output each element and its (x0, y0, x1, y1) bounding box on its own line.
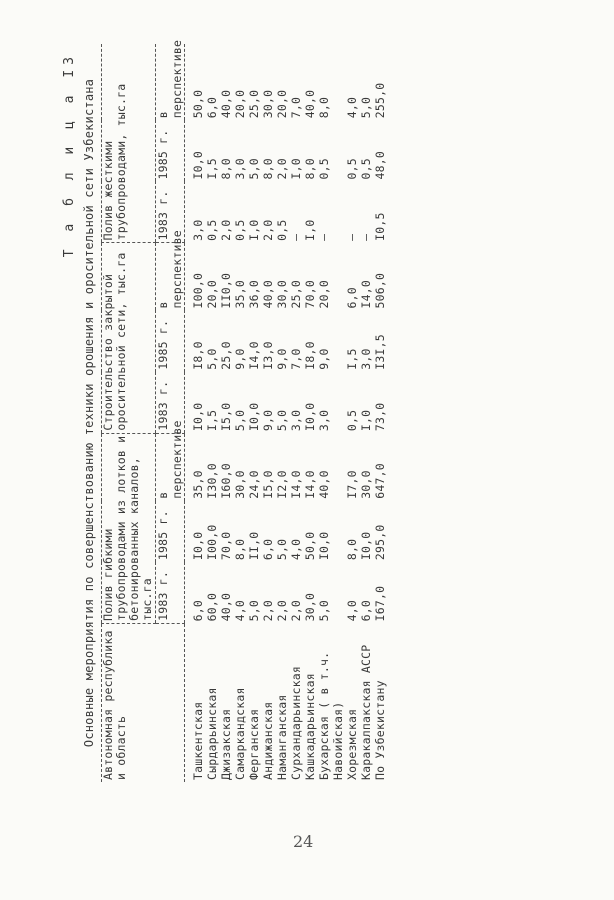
value-cell: 70,0 (218, 531, 233, 561)
value-cell: 2,0 (288, 600, 303, 622)
value-cell: I00,0 (190, 272, 205, 309)
table-title: Основные мероприятия по совершенствованию техники орошения и оросительной сети Узбекистана (82, 78, 96, 748)
value-cell: 5,0 (358, 96, 373, 119)
value-cell: 6,0 (190, 600, 205, 622)
value-cell: 8,0 (316, 96, 331, 119)
subheader-perspective: в перспективе (155, 420, 184, 499)
value-cell: 6,0 (344, 287, 359, 309)
value-cell: 60,0 (204, 592, 219, 622)
value-cell: I0,0 (358, 531, 373, 561)
value-cell: – (316, 233, 331, 241)
value-cell: II0,0 (218, 272, 233, 309)
value-cell: 30,0 (232, 470, 247, 499)
value-cell: 0,5 (358, 158, 373, 180)
value-cell: I,0 (302, 219, 317, 241)
value-cell: 20,0 (274, 89, 289, 119)
value-cell: 2,0 (274, 158, 289, 180)
value-cell: I5,0 (218, 402, 233, 432)
header-group1: Полив гибкими трубопроводами из лотков и бетонированных каналов, тыс.га (101, 433, 155, 623)
value-cell: 40,0 (260, 279, 275, 309)
region-name: Кашкадарьинская (302, 673, 317, 780)
value-cell: 0,5 (316, 158, 331, 180)
value-cell: 9,0 (316, 348, 331, 370)
value-cell: I4,0 (302, 470, 317, 499)
value-cell: 20,0 (204, 279, 219, 309)
table-row (233, 44, 247, 782)
value-cell: I,0 (358, 409, 373, 432)
value-cell: 506,0 (372, 272, 387, 309)
region-name: Ферганская (246, 708, 261, 780)
value-cell: 50,0 (302, 531, 317, 561)
table-label: Т а б л и ц а I3 (62, 52, 77, 258)
value-cell: I00,0 (204, 524, 219, 561)
table-row (345, 44, 359, 782)
value-cell: I,0 (246, 219, 261, 241)
value-cell: 6,0 (204, 96, 219, 119)
value-cell: 3,0 (316, 409, 331, 432)
value-cell: 6,0 (260, 538, 275, 561)
total-row (373, 44, 387, 782)
value-cell: 4,0 (232, 600, 247, 622)
value-cell: 48,0 (372, 151, 387, 180)
value-cell: 8,0 (218, 158, 233, 180)
value-cell: 4,0 (288, 538, 303, 561)
value-cell: 3,0 (190, 219, 205, 241)
value-cell: – (344, 233, 359, 241)
value-cell: I0,5 (372, 212, 387, 241)
value-cell: I30,0 (204, 463, 219, 499)
subheader-1983: 1983 г. (155, 182, 184, 243)
subheader-1983: 1983 г. (155, 562, 184, 623)
subheader-perspective: в перспективе (155, 230, 184, 309)
value-cell: 9,0 (274, 348, 289, 370)
value-cell: I0,0 (190, 151, 205, 180)
table-row (359, 44, 373, 782)
value-cell: 30,0 (302, 592, 317, 622)
subheader-1985: 1985 г. (155, 510, 170, 561)
region-name: Бухарская ( в т.ч. Навоийская) (316, 651, 345, 780)
table-row (247, 44, 261, 782)
value-cell: 5,0 (204, 348, 219, 370)
value-cell: 5,0 (246, 600, 261, 622)
value-cell: I,5 (204, 158, 219, 180)
value-cell: I,5 (204, 409, 219, 432)
region-name: Наманганская (274, 694, 289, 780)
table-row (261, 44, 275, 782)
value-cell: 7,0 (288, 348, 303, 370)
value-cell: 5,0 (274, 538, 289, 561)
value-cell: 20,0 (316, 279, 331, 309)
value-cell: 8,0 (260, 158, 275, 180)
value-cell: 8,0 (344, 538, 359, 561)
value-cell: 0,5 (344, 409, 359, 432)
region-name: По Узбекистану (372, 680, 387, 780)
table-row (289, 44, 303, 782)
value-cell: 295,0 (372, 524, 387, 561)
region-name: Ташкентская (190, 701, 205, 780)
value-cell: 40,0 (316, 470, 331, 499)
value-cell: 50,0 (190, 89, 205, 119)
value-cell: I,0 (288, 158, 303, 180)
value-cell: I5,0 (260, 470, 275, 499)
value-cell: 40,0 (218, 592, 233, 622)
value-cell: 7,0 (288, 96, 303, 119)
value-cell: I4,0 (288, 470, 303, 499)
subheader-1985: 1985 г. (155, 129, 170, 180)
value-cell: 3,0 (288, 409, 303, 432)
value-cell: 8,0 (232, 538, 247, 561)
value-cell: 0,5 (204, 219, 219, 241)
value-cell: 2,0 (260, 219, 275, 241)
value-cell: I67,0 (372, 585, 387, 622)
table-row (219, 44, 233, 782)
value-cell: I3,0 (260, 341, 275, 370)
header-group2: Строительство закрытой оросительной сети, тыс.га (101, 243, 155, 433)
region-name: Сурхандарьинская (288, 666, 303, 780)
value-cell: 30,0 (358, 470, 373, 499)
value-cell: I8,0 (302, 341, 317, 370)
value-cell: I0,0 (316, 531, 331, 561)
value-cell: 40,0 (302, 89, 317, 119)
value-cell: 255,0 (372, 82, 387, 119)
value-cell: 2,0 (218, 219, 233, 241)
value-cell: I2,0 (274, 470, 289, 499)
subheader-1985: 1985 г. (155, 319, 170, 370)
value-cell: 0,5 (232, 219, 247, 241)
table-row (317, 44, 345, 782)
region-name: Сырдарьинская (204, 687, 219, 780)
table-row (275, 44, 289, 782)
subheader-1983: 1983 г. (155, 372, 184, 433)
value-cell: I8,0 (190, 341, 205, 370)
value-cell: 40,0 (218, 89, 233, 119)
region-name: Каракалпакская АССР (358, 644, 373, 780)
value-cell: I60,0 (218, 463, 233, 499)
region-name: Хорезмская (344, 708, 359, 780)
value-cell: – (288, 233, 303, 241)
value-cell: 6,0 (358, 600, 373, 622)
value-cell: 25,0 (218, 341, 233, 370)
value-cell: 30,0 (274, 279, 289, 309)
value-cell: I4,0 (246, 341, 261, 370)
value-cell: I7,0 (344, 470, 359, 499)
subheader-perspective: в перспективе (155, 39, 184, 119)
value-cell: 5,0 (232, 409, 247, 432)
value-cell: 3,0 (358, 348, 373, 370)
region-name: Андижанская (260, 701, 275, 780)
page-number: 24 (293, 832, 314, 851)
value-cell: 35,0 (232, 279, 247, 309)
value-cell: 25,0 (288, 279, 303, 309)
value-cell: II,0 (246, 531, 261, 561)
table-row (303, 44, 317, 782)
value-cell: – (358, 233, 373, 241)
value-cell: 5,0 (246, 158, 261, 180)
value-cell: 4,0 (344, 600, 359, 622)
value-cell: 36,0 (246, 279, 261, 309)
region-name: Джизакская (218, 708, 233, 780)
value-cell: I0,0 (246, 402, 261, 432)
header-group3: Полив жесткими трубопроводами, тыс.га (101, 44, 155, 243)
rotated-document (62, 39, 552, 782)
value-cell: 9,0 (260, 409, 275, 432)
value-cell: I0,0 (190, 531, 205, 561)
value-cell: 20,0 (232, 89, 247, 119)
value-cell: 70,0 (302, 279, 317, 309)
table-row (205, 44, 219, 782)
value-cell: 25,0 (246, 89, 261, 119)
value-cell: 647,0 (372, 463, 387, 499)
value-cell: 5,0 (274, 409, 289, 432)
value-cell: 73,0 (372, 402, 387, 432)
value-cell: 2,0 (260, 600, 275, 622)
value-cell: 2,0 (274, 600, 289, 622)
header-region: Автономная республика и область (100, 630, 128, 780)
value-cell: 9,0 (232, 348, 247, 370)
value-cell: 0,5 (274, 219, 289, 241)
value-cell: 30,0 (260, 89, 275, 119)
data-table (100, 39, 387, 782)
region-name: Самаркандская (232, 687, 247, 780)
value-cell: 3,0 (232, 158, 247, 180)
value-cell: 4,0 (344, 96, 359, 119)
value-cell: 24,0 (246, 470, 261, 499)
value-cell: 35,0 (190, 470, 205, 499)
value-cell: 0,5 (344, 158, 359, 180)
table-row (191, 44, 205, 782)
value-cell: I0,0 (302, 402, 317, 432)
value-cell: I3I,5 (372, 334, 387, 370)
value-cell: I0,0 (190, 402, 205, 432)
value-cell: 8,0 (302, 158, 317, 180)
value-cell: 5,0 (316, 600, 331, 622)
value-cell: I4,0 (358, 279, 373, 309)
value-cell: I,5 (344, 348, 359, 370)
